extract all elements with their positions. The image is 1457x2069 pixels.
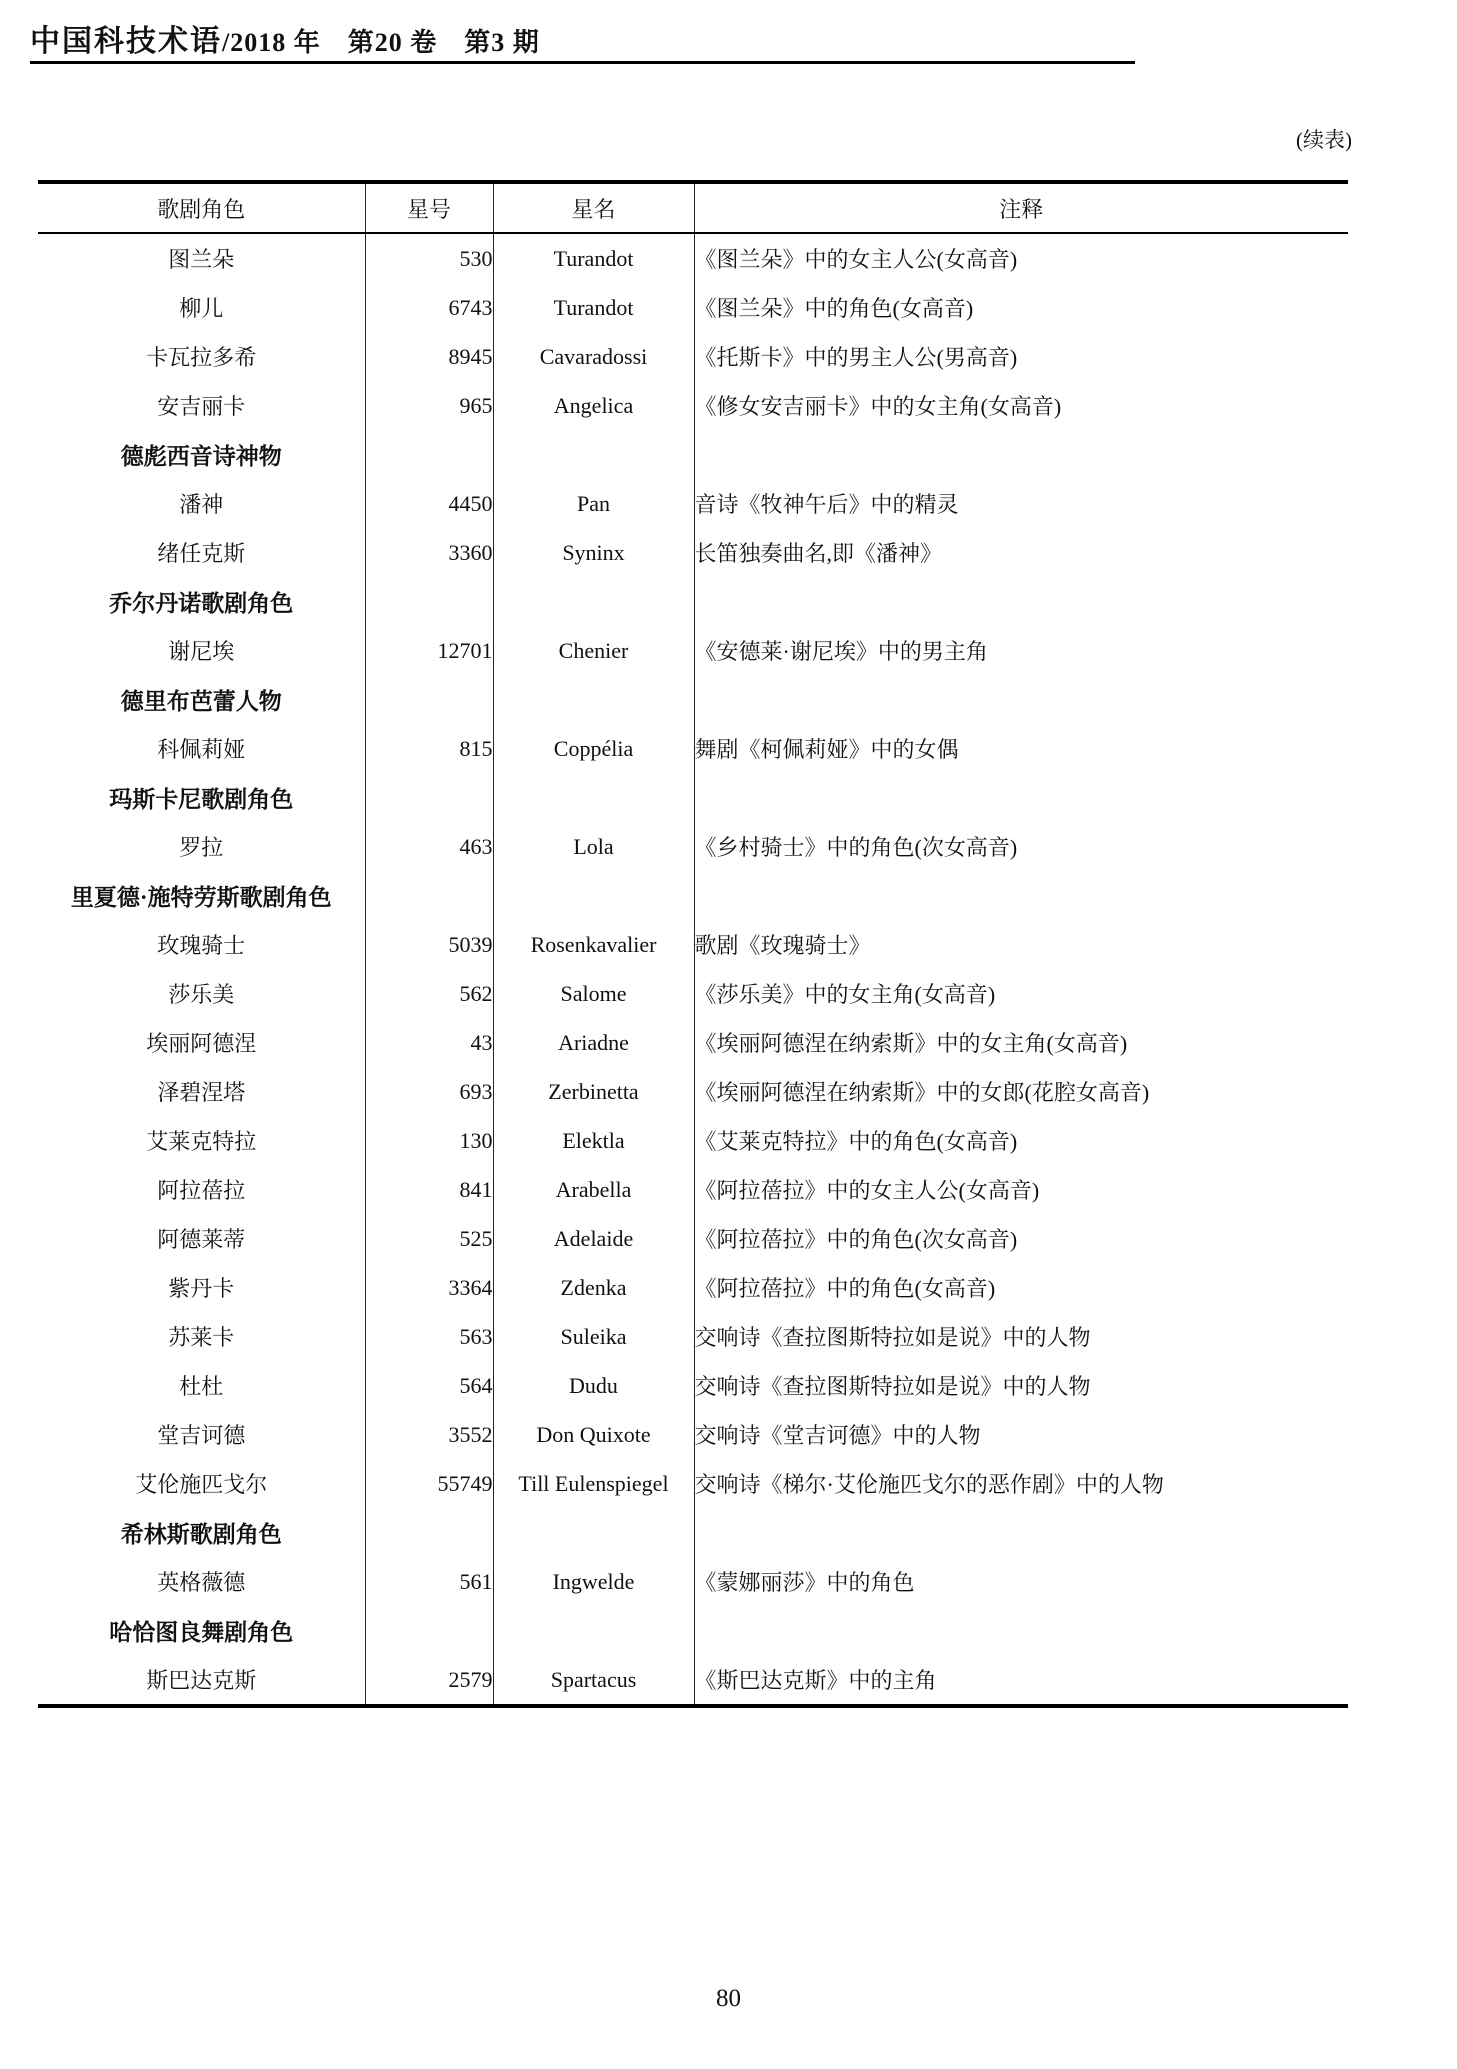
cell-star-number: 965 [365, 381, 493, 430]
cell-note: 长笛独奏曲名,即《潘神》 [694, 541, 943, 566]
cell-role: 阿拉蓓拉 [38, 1165, 365, 1214]
cell-role: 斯巴达克斯 [38, 1655, 365, 1706]
cell-star-name: Pan [493, 479, 694, 528]
cell-note: 《蒙娜丽莎》中的角色 [694, 1570, 915, 1595]
cell-role: 图兰朵 [38, 233, 365, 283]
cell-role: 堂吉诃德 [38, 1410, 365, 1459]
cell-note: 《图兰朵》中的角色(女高音) [694, 296, 974, 321]
cell-star-number: 525 [365, 1214, 493, 1263]
table-row [38, 1361, 1348, 1410]
cell-note: 《阿拉蓓拉》中的女主人公(女高音) [694, 1178, 1040, 1203]
cell-role: 德里布芭蕾人物 [38, 675, 365, 724]
cell-star-number: 8945 [365, 332, 493, 381]
cell-star-number: 841 [365, 1165, 493, 1214]
cell-star-name [493, 430, 694, 479]
table-row [38, 381, 1348, 430]
cell-note: 《安德莱·谢尼埃》中的男主角 [694, 639, 988, 664]
cell-star-name [493, 871, 694, 920]
cell-star-number: 43 [365, 1018, 493, 1067]
cell-star-name: Ingwelde [493, 1557, 694, 1606]
cell-star-number: 563 [365, 1312, 493, 1361]
column-header-note: 注释 [694, 182, 1348, 233]
cell-star-number: 5039 [365, 920, 493, 969]
cell-star-number: 564 [365, 1361, 493, 1410]
section-row [38, 577, 1348, 626]
cell-star-name: Dudu [493, 1361, 694, 1410]
cell-note: 《乡村骑士》中的角色(次女高音) [694, 835, 1018, 860]
cell-star-name: Elektla [493, 1116, 694, 1165]
table-row [38, 920, 1348, 969]
cell-star-name: Lola [493, 822, 694, 871]
table-row [38, 724, 1348, 773]
cell-star-number: 3552 [365, 1410, 493, 1459]
cell-role: 艾伦施匹戈尔 [38, 1459, 365, 1508]
cell-star-name: Turandot [493, 283, 694, 332]
cell-note: 《埃丽阿德涅在纳索斯》中的女主角(女高音) [694, 1031, 1128, 1056]
cell-star-name: Salome [493, 969, 694, 1018]
cell-star-name: Coppélia [493, 724, 694, 773]
table-row [38, 1263, 1348, 1312]
cell-note [694, 577, 1348, 626]
section-row [38, 675, 1348, 724]
cell-star-name: Arabella [493, 1165, 694, 1214]
column-header-star-number: 星号 [365, 182, 493, 233]
cell-note: 《修女安吉丽卡》中的女主角(女高音) [694, 394, 1062, 419]
cell-note: 舞剧《柯佩莉娅》中的女偶 [694, 737, 959, 762]
cell-star-name: Zerbinetta [493, 1067, 694, 1116]
cell-role: 英格薇德 [38, 1557, 365, 1606]
table-row [38, 1557, 1348, 1606]
table-row [38, 1018, 1348, 1067]
cell-note: 《埃丽阿德涅在纳索斯》中的女郎(花腔女高音) [694, 1080, 1150, 1105]
cell-star-number: 463 [365, 822, 493, 871]
cell-star-number: 562 [365, 969, 493, 1018]
table-row [38, 1165, 1348, 1214]
cell-role: 卡瓦拉多希 [38, 332, 365, 381]
section-row [38, 773, 1348, 822]
table-row [38, 528, 1348, 577]
cell-role: 苏莱卡 [38, 1312, 365, 1361]
cell-role: 艾莱克特拉 [38, 1116, 365, 1165]
table-body [38, 233, 1348, 1706]
cell-note [694, 773, 1348, 822]
header-row [38, 182, 1348, 233]
cell-note: 《图兰朵》中的女主人公(女高音) [694, 247, 1018, 272]
column-header-role: 歌剧角色 [38, 182, 365, 233]
table-row [38, 1410, 1348, 1459]
cell-star-number [365, 675, 493, 724]
header-rule [30, 61, 1135, 64]
cell-star-number: 2579 [365, 1655, 493, 1706]
cell-star-name [493, 1606, 694, 1655]
cell-role: 安吉丽卡 [38, 381, 365, 430]
cell-star-name: Cavaradossi [493, 332, 694, 381]
section-row [38, 1606, 1348, 1655]
cell-star-number [365, 430, 493, 479]
cell-role: 科佩莉娅 [38, 724, 365, 773]
cell-star-name [493, 773, 694, 822]
table-row [38, 1655, 1348, 1706]
cell-note: 交响诗《查拉图斯特拉如是说》中的人物 [694, 1374, 1091, 1399]
cell-star-name: Angelica [493, 381, 694, 430]
table-row [38, 1116, 1348, 1165]
cell-star-name [493, 577, 694, 626]
cell-note: 《阿拉蓓拉》中的角色(女高音) [694, 1276, 996, 1301]
cell-note: 《艾莱克特拉》中的角色(女高音) [694, 1129, 1018, 1154]
cell-star-number: 3364 [365, 1263, 493, 1312]
continuation-note: (续表) [1296, 128, 1352, 152]
cell-role: 玫瑰骑士 [38, 920, 365, 969]
table-row [38, 969, 1348, 1018]
page-number: 80 [716, 1985, 741, 2012]
cell-star-name: Ariadne [493, 1018, 694, 1067]
cell-star-number [365, 1606, 493, 1655]
cell-star-name: Chenier [493, 626, 694, 675]
cell-role: 谢尼埃 [38, 626, 365, 675]
cell-star-name: Suleika [493, 1312, 694, 1361]
cell-star-name [493, 1508, 694, 1557]
cell-star-number: 530 [365, 233, 493, 283]
cell-star-number: 130 [365, 1116, 493, 1165]
cell-note: 《莎乐美》中的女主角(女高音) [694, 982, 996, 1007]
table-row [38, 479, 1348, 528]
table-row [38, 1312, 1348, 1361]
cell-role: 埃丽阿德涅 [38, 1018, 365, 1067]
cell-star-number: 693 [365, 1067, 493, 1116]
cell-star-number: 815 [365, 724, 493, 773]
cell-star-name: Spartacus [493, 1655, 694, 1706]
opera-star-table [38, 180, 1348, 1708]
cell-note [694, 1508, 1348, 1557]
cell-note: 交响诗《查拉图斯特拉如是说》中的人物 [694, 1325, 1091, 1350]
table-header [38, 182, 1348, 233]
running-head [30, 16, 540, 60]
cell-role: 柳儿 [38, 283, 365, 332]
cell-star-number [365, 871, 493, 920]
table-row [38, 822, 1348, 871]
cell-role: 德彪西音诗神物 [38, 430, 365, 479]
cell-note: 交响诗《梯尔·艾伦施匹戈尔的恶作剧》中的人物 [694, 1472, 1164, 1497]
cell-star-name: Turandot [493, 233, 694, 283]
cell-note [694, 871, 1348, 920]
cell-role: 玛斯卡尼歌剧角色 [38, 773, 365, 822]
column-header-star-name: 星名 [493, 182, 694, 233]
cell-note: 《斯巴达克斯》中的主角 [694, 1668, 937, 1693]
cell-star-number [365, 577, 493, 626]
table-row [38, 233, 1348, 283]
cell-star-name: Zdenka [493, 1263, 694, 1312]
cell-star-name: Don Quixote [493, 1410, 694, 1459]
cell-star-number: 4450 [365, 479, 493, 528]
cell-role: 泽碧涅塔 [38, 1067, 365, 1116]
cell-star-number: 6743 [365, 283, 493, 332]
cell-star-number [365, 773, 493, 822]
cell-note: 交响诗《堂吉诃德》中的人物 [694, 1423, 981, 1448]
table-row [38, 1459, 1348, 1508]
cell-star-number: 12701 [365, 626, 493, 675]
cell-role: 希林斯歌剧角色 [38, 1508, 365, 1557]
table-row [38, 1067, 1348, 1116]
journal-title: 中国科技术语 [30, 25, 222, 58]
table-row [38, 283, 1348, 332]
table-row [38, 626, 1348, 675]
cell-role: 紫丹卡 [38, 1263, 365, 1312]
cell-note [694, 675, 1348, 724]
cell-note: 《托斯卡》中的男主人公(男高音) [694, 345, 1018, 370]
cell-role: 杜杜 [38, 1361, 365, 1410]
cell-star-name: Adelaide [493, 1214, 694, 1263]
cell-star-number: 3360 [365, 528, 493, 577]
cell-star-number: 55749 [365, 1459, 493, 1508]
cell-role: 绪任克斯 [38, 528, 365, 577]
cell-star-number: 561 [365, 1557, 493, 1606]
cell-role: 罗拉 [38, 822, 365, 871]
table-row [38, 1214, 1348, 1263]
cell-note [694, 1606, 1348, 1655]
cell-role: 潘神 [38, 479, 365, 528]
cell-note [694, 430, 1348, 479]
cell-role: 乔尔丹诺歌剧角色 [38, 577, 365, 626]
journal-issue: /2018 年 第20 卷 第3 期 [222, 28, 540, 57]
cell-role: 阿德莱蒂 [38, 1214, 365, 1263]
cell-star-name: Syninx [493, 528, 694, 577]
cell-note: 歌剧《玫瑰骑士》 [694, 933, 871, 958]
cell-role: 里夏德·施特劳斯歌剧角色 [38, 871, 365, 920]
table-row [38, 332, 1348, 381]
section-row [38, 871, 1348, 920]
cell-star-name: Till Eulenspiegel [493, 1459, 694, 1508]
cell-role: 哈恰图良舞剧角色 [38, 1606, 365, 1655]
section-row [38, 1508, 1348, 1557]
cell-note: 音诗《牧神午后》中的精灵 [694, 492, 959, 517]
cell-note: 《阿拉蓓拉》中的角色(次女高音) [694, 1227, 1018, 1252]
section-row [38, 430, 1348, 479]
cell-star-name: Rosenkavalier [493, 920, 694, 969]
cell-star-name [493, 675, 694, 724]
cell-role: 莎乐美 [38, 969, 365, 1018]
cell-star-number [365, 1508, 493, 1557]
